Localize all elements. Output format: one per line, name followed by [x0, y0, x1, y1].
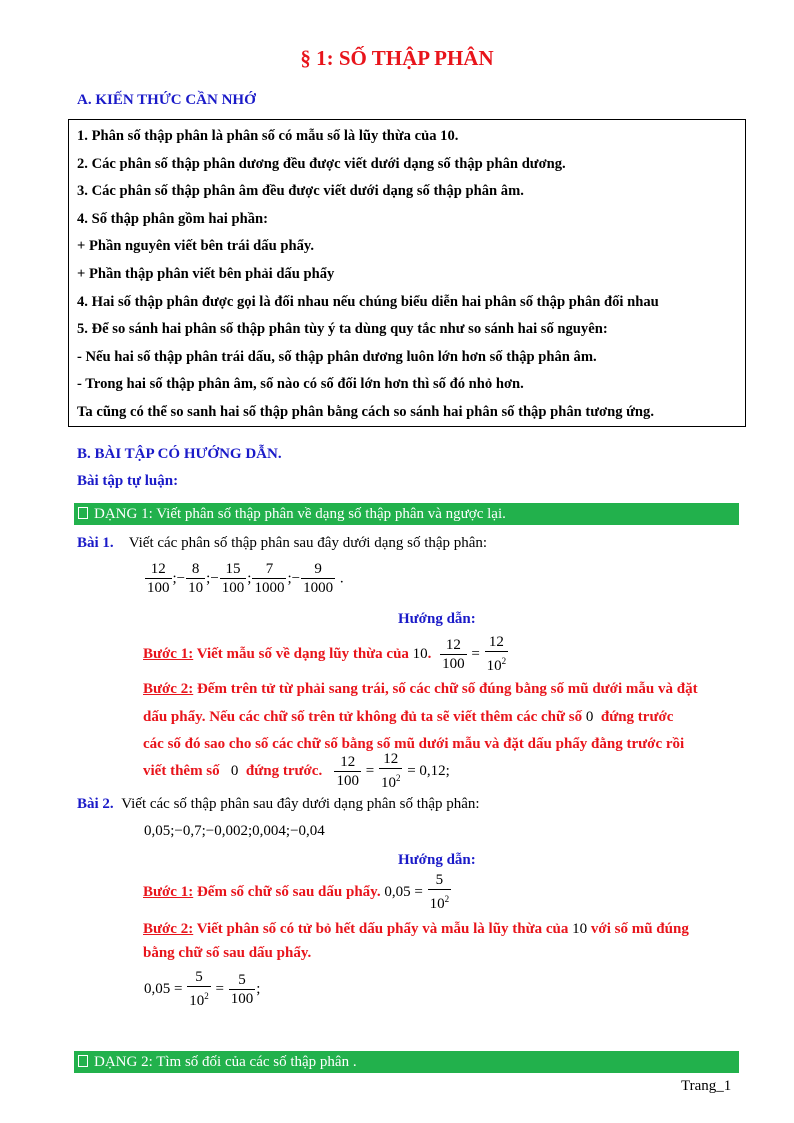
- zero: 0: [585, 708, 594, 725]
- lhs: 0,05: [384, 883, 411, 900]
- page-title: § 1: SỐ THẬP PHÂN: [300, 46, 494, 70]
- fraction: [145, 561, 172, 597]
- step2-label: Bước 2:: [143, 921, 194, 937]
- step2-line: Đếm trên tử từ phải sang trái, số các chữ số đúng bằng số mũ dưới mẫu và đặt: [196, 681, 698, 697]
- minus-sign: −: [210, 570, 219, 587]
- bai1-step1: Bước 1: Viết mẫu số về dạng lũy thừa của 10. $\frac{12}{100}$ = $\frac{12}{10^2}$: [143, 634, 509, 675]
- bai1-guide: Hướng dẫn:: [398, 611, 476, 627]
- bai2-prompt: [77, 796, 480, 813]
- bai2-text: Viết các số thập phân sau đây dưới dạng phân số thập phân:: [121, 796, 480, 812]
- step1-text: Viết mẫu số về dạng lũy thừa của: [196, 645, 409, 662]
- base: 10: [486, 658, 502, 674]
- bai2-label: Bài 2.: [77, 796, 114, 812]
- knowledge-box: [68, 119, 746, 427]
- step2-line: viết thêm số: [143, 762, 220, 779]
- numerator: 12: [145, 561, 172, 579]
- minus-sign: −: [176, 570, 186, 587]
- separator: ;: [172, 570, 177, 587]
- step2-text: Viết phân số có tử bỏ hết dấu phẩy và mẫu là lũy thừa của: [196, 921, 569, 937]
- lhs: 0,05: [144, 980, 171, 997]
- base: 10: [380, 775, 396, 791]
- dang2-banner: [74, 1051, 739, 1073]
- step2-line2: bằng chữ số sau dấu phẩy.: [143, 945, 312, 961]
- zero: 0: [230, 762, 239, 779]
- base: 10: [429, 896, 445, 912]
- box-icon: [78, 1055, 88, 1067]
- box-icon: [78, 507, 88, 519]
- step2-line: các số đó sao cho số các chữ số bằng số mũ dưới mẫu và đặt dấu phẩy đằng trước rồi: [143, 736, 685, 752]
- separator: ;: [206, 570, 211, 587]
- step1-equation: $\frac{12}{100}$ = $\frac{12}{10^2}$: [442, 634, 507, 674]
- denominator: 1000: [303, 580, 334, 596]
- den: 100: [336, 772, 359, 789]
- fraction: [186, 561, 205, 597]
- separator: ;: [247, 570, 252, 587]
- page-number: Trang_1: [681, 1078, 732, 1094]
- bai1-prompt: [77, 535, 487, 552]
- bai1-fractions: [144, 561, 344, 597]
- knowledge-line: 4. Hai số thập phân được gọi là đối nhau nếu chúng biểu diễn hai phân số thập phân đối nhau: [77, 293, 659, 310]
- bai2-guide: Hướng dẫn:: [398, 852, 476, 868]
- den: 100: [442, 655, 465, 672]
- bai1-label: Bài 1.: [77, 535, 114, 551]
- bai1-step2-last: [143, 751, 450, 792]
- knowledge-line: 5. Để so sánh hai phân số thập phân tùy ý ta dùng quy tắc như so sánh hai số nguyên:: [77, 321, 608, 338]
- step1-equation: 0,05 = $\frac{5}{10^2}$: [384, 872, 450, 912]
- step2-tail: với số mũ đúng: [590, 921, 689, 937]
- step2-end: đứng trước.: [245, 762, 323, 779]
- knowledge-line: + Phần nguyên viết bên trái dấu phẩy.: [77, 238, 315, 255]
- base: 10: [189, 993, 205, 1009]
- result: 0,12;: [419, 762, 450, 779]
- numerator: 9: [301, 561, 335, 579]
- denominator: 10: [188, 580, 204, 596]
- step1-label: Bước 1:: [143, 883, 194, 900]
- section-b-heading: B. BÀI TẬP CÓ HƯỚNG DẪN.: [77, 446, 282, 462]
- fraction: [301, 561, 335, 597]
- knowledge-line: + Phần thập phân viết bên phải dấu phẩy: [77, 265, 335, 282]
- separator: .: [336, 570, 344, 587]
- bai2-step2: [143, 917, 689, 965]
- step1-label: Bước 1:: [143, 645, 194, 662]
- bai1-text: Viết các phân số thập phân sau đây dưới dạng số thập phân:: [128, 535, 488, 551]
- minus-sign: −: [291, 570, 301, 587]
- numerator: 15: [220, 561, 247, 579]
- knowledge-line: 2. Các phân số thập phân dương đều được viết dưới dạng số thập phân dương.: [77, 155, 566, 172]
- num: 12: [440, 637, 467, 655]
- num: 12: [485, 634, 509, 652]
- fraction: [252, 561, 286, 597]
- denominator: 1000: [254, 580, 285, 596]
- knowledge-line: - Nếu hai số thập phân trái dấu, số thập phân dương luôn lớn hơn số thập phân âm.: [77, 348, 597, 365]
- numerator: 7: [252, 561, 286, 579]
- bai2-equation: 0,05 = $\frac{5}{10^2}$ = $\frac{5}{100}$ ;: [144, 969, 261, 1009]
- denominator: 100: [147, 580, 170, 596]
- knowledge-line: 1. Phân số thập phân là phân số có mẫu số là lũy thừa của 10.: [77, 128, 459, 144]
- knowledge-line: - Trong hai số thập phân âm, số nào có số đối lớn hơn thì số đó nhỏ hơn.: [77, 376, 524, 393]
- knowledge-line: 4. Số thập phân gồm hai phần:: [77, 210, 269, 227]
- step2-line: dấu phẩy. Nếu các chữ số trên tử không đủ ta sẽ viết thêm các chữ số: [143, 708, 583, 725]
- denominator: 100: [221, 580, 245, 596]
- num: 12: [379, 751, 403, 769]
- bai1-step2: [143, 676, 743, 759]
- fraction: [220, 561, 247, 597]
- knowledge-line: Ta cũng có thể so sanh hai số thập phân bằng cách so sánh hai phân số thập phân tương ứng.: [77, 403, 654, 420]
- step2-tail: đứng trước: [600, 708, 674, 725]
- separator: ;: [287, 570, 292, 587]
- bai2-numbers: 0,05;−0,7;−0,002;0,004;−0,04: [144, 823, 325, 839]
- num: 12: [334, 754, 361, 772]
- numerator: 8: [186, 561, 205, 579]
- bai2-step1: [143, 872, 452, 913]
- step1-base: 10: [412, 645, 428, 662]
- step2-equation: $\frac{12}{100}$ = $\frac{12}{10^2}$ = 0,12;: [336, 751, 450, 791]
- dang1-text: DẠNG 1: Viết phân số thập phân về dạng số thập phân và ngược lại.: [94, 506, 506, 522]
- dang1-banner: [74, 503, 739, 525]
- section-a-heading: A. KIẾN THỨC CẦN NHỚ: [77, 92, 256, 108]
- step1-text: Đếm số chữ số sau dấu phẩy.: [196, 883, 381, 900]
- knowledge-line: 3. Các phân số thập phân âm đều được viết dưới dạng số thập phân âm.: [77, 183, 524, 200]
- step2-label: Bước 2:: [143, 681, 194, 697]
- base: 10: [572, 921, 588, 937]
- exercise-subheading: Bài tập tự luận:: [77, 473, 179, 489]
- dang2-text: DẠNG 2: Tìm số đối của các số thập phân .: [94, 1054, 357, 1070]
